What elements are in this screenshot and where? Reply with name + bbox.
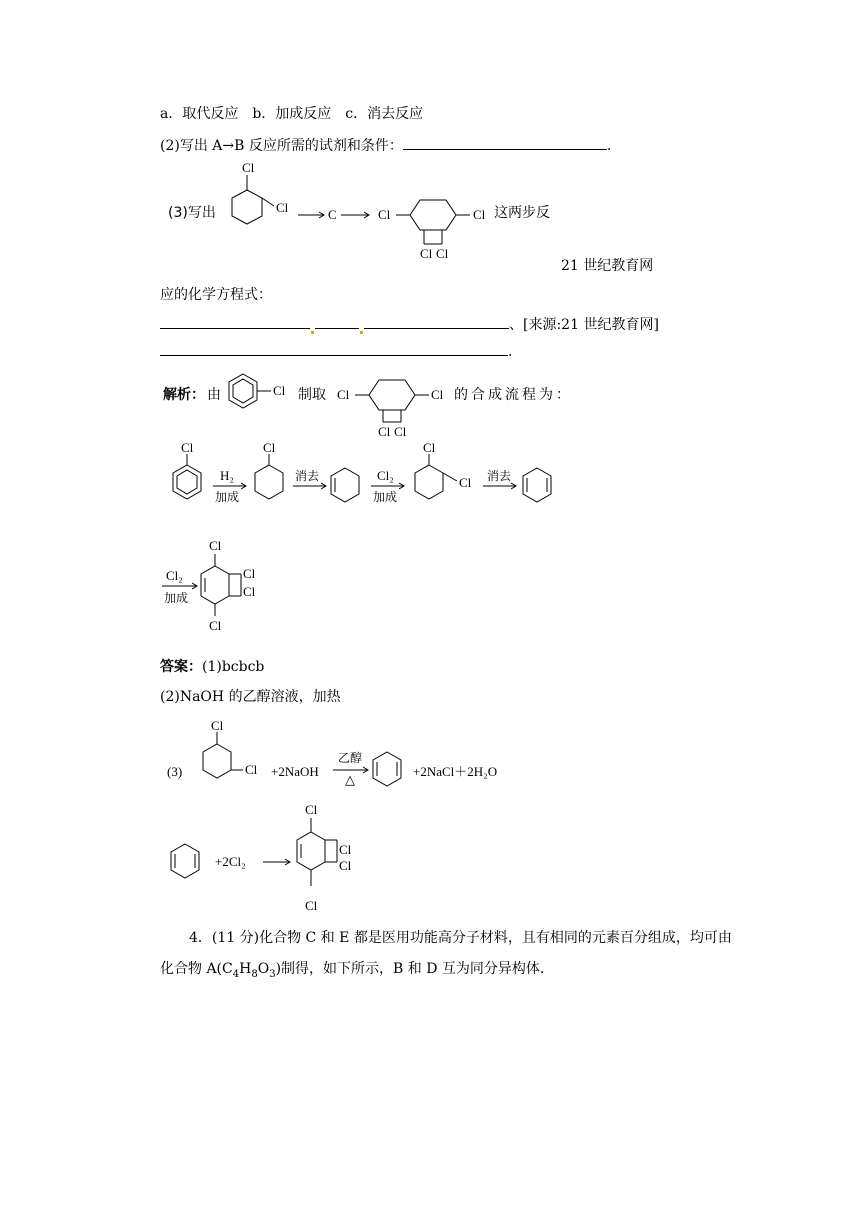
step-4-condition: 消去 (487, 469, 512, 483)
cl-label: Cl (305, 802, 318, 817)
answer-1 (160, 658, 264, 676)
cl-label: Cl (339, 858, 352, 873)
step-3-reagent: Cl₂ (377, 468, 394, 483)
cl-label: Cl (337, 387, 350, 402)
answer-blank[interactable] (160, 315, 310, 329)
product-ring (410, 200, 456, 230)
cl-label: Cl (211, 718, 224, 733)
cl-label: Cl (243, 566, 256, 581)
synthesis-scheme-row-1 (165, 440, 585, 530)
cl-label: Cl (273, 383, 286, 398)
equation-1-reagent: +2NaOH (271, 764, 319, 779)
q3-prefix: (3)写出 (168, 205, 216, 221)
answer-blank[interactable] (160, 342, 508, 356)
answer-blank[interactable] (403, 136, 607, 150)
marker-dot (311, 331, 314, 334)
cl-label: Cl (245, 762, 258, 777)
q3-continuation: 应的化学方程式： (160, 287, 272, 303)
equation-1-products: +2NaCl＋2H₂O (413, 764, 498, 779)
answer-blank[interactable] (364, 315, 509, 329)
cl-label: Cl (420, 246, 433, 261)
synthesis-scheme-row-2 (160, 538, 290, 648)
jiexi-zhiqu: 制取 (298, 387, 326, 403)
step-5-reagent: Cl₂ (166, 568, 183, 583)
cyclohexane-ring (232, 190, 262, 224)
equation-1 (165, 718, 525, 808)
equation-1-solvent: 乙醇 (338, 751, 363, 765)
cl-label: Cl (431, 387, 444, 402)
answer-blank[interactable] (315, 315, 359, 329)
cyclohexane-ring (203, 744, 231, 778)
question-4-line-2: 化合物 $A(C_4H_8O_3)$制得，如下所示，B 和 D 互为同分异构体. (160, 961, 545, 980)
cl-label: Cl (378, 207, 391, 222)
question-2-text: (2)写出 A→B 反应所需的试剂和条件： (160, 138, 403, 154)
heat-symbol: △ (345, 772, 355, 787)
jiexi-flow-text: 的合成流程为： (454, 387, 573, 403)
cl-label: Cl (276, 200, 289, 215)
step-3-condition: 加成 (373, 490, 398, 504)
watermark: 21 世纪教育网 (561, 258, 654, 274)
equation-1-prefix: (3) (167, 764, 183, 779)
cyclohexane-ring (255, 465, 283, 499)
cyclohexane-ring (415, 465, 443, 499)
answer-1-text: (1)bcbcb (202, 659, 265, 675)
cl-label: Cl (209, 538, 222, 553)
question-4-line-1: 4．(11 分)化合物 C 和 E 都是医用功能高分子材料，且有相同的元素百分组成，均可由 (189, 930, 732, 946)
product-ring (369, 380, 415, 410)
step-1-condition: 加成 (215, 490, 240, 504)
q3-blank-line-1 (160, 315, 659, 334)
cl-label: Cl (243, 584, 256, 599)
source-tag: 、[来源:21 世纪教育网] (509, 317, 659, 333)
jiexi-structures (225, 370, 485, 440)
question-2-end: . (606, 138, 612, 154)
step-2-condition: 消去 (295, 469, 320, 483)
cl-label: Cl (242, 160, 255, 175)
q3-end: . (508, 344, 513, 360)
marker-dot (360, 331, 363, 334)
q3-blank-line-2 (160, 342, 512, 361)
jiexi-label: 解析： (163, 387, 205, 403)
q3-suffix: 这两步反 (494, 205, 550, 221)
answer-label: 答案： (160, 659, 202, 675)
cl-label: Cl (423, 440, 436, 455)
cl-label: Cl (339, 842, 352, 857)
jiexi-you: 由 (207, 387, 221, 403)
cl-label: Cl (263, 440, 276, 455)
intermediate-c: C (328, 207, 337, 222)
cl-label: Cl (459, 475, 472, 490)
options-line: a．取代反应 b．加成反应 c．消去反应 (160, 106, 424, 122)
question-2 (160, 136, 611, 155)
cl-label: Cl (305, 898, 318, 913)
cl-label: Cl (436, 246, 449, 261)
cl-label: Cl (181, 440, 194, 455)
answer-2: (2)NaOH 的乙醇溶液，加热 (160, 689, 341, 705)
step-1-reagent: H₂ (220, 468, 234, 483)
equation-2-reagent: +2Cl₂ (215, 854, 246, 869)
cl-label: Cl (473, 207, 486, 222)
cl-label: Cl (209, 618, 222, 633)
equation-2 (165, 800, 385, 915)
cl-label: Cl (394, 424, 407, 439)
step-5-condition: 加成 (164, 591, 189, 605)
cl-label: Cl (378, 424, 391, 439)
